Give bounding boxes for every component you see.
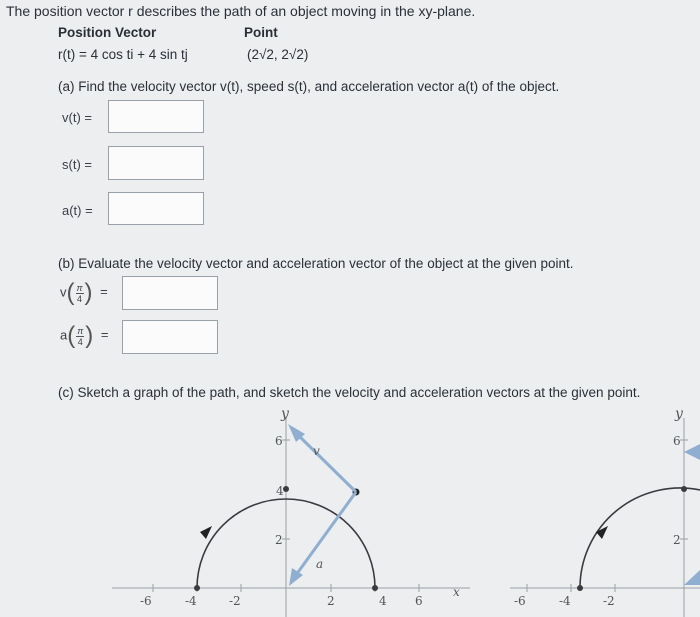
velocity-answer-field[interactable] — [108, 100, 204, 133]
left-paren: ( — [66, 279, 75, 306]
velocity-at-point-answer-field[interactable] — [122, 276, 218, 310]
x-tick-label: 4 — [379, 594, 387, 608]
x-axis-label: x — [453, 585, 460, 599]
acceleration-prefix: a — [60, 327, 68, 343]
speed-answer-field[interactable] — [108, 146, 204, 180]
left-paren: ( — [67, 322, 76, 349]
frac-numerator: π — [76, 282, 83, 293]
pi-over-4-fraction — [76, 283, 84, 304]
velocity-vector — [297, 434, 356, 492]
y-tick-label: 6 — [673, 434, 681, 448]
problem-intro: The position vector r describes the path of an object moving in the xy-plane. — [6, 3, 476, 19]
part-a-prompt: (a) Find the velocity vector v(t), speed s(t), and acceleration vector a(t) of the object. — [58, 79, 560, 94]
x-tick-label: -6 — [514, 594, 526, 608]
position-vector-header: Position Vector — [58, 25, 157, 40]
part-b-prompt: (b) Evaluate the velocity vector and acceleration vector of the object at the given point. — [58, 256, 574, 271]
velocity-prefix: v — [60, 284, 67, 300]
x-tick-label: -6 — [140, 594, 152, 608]
y-tick-label: 6 — [275, 434, 283, 448]
x-tick-label: -2 — [603, 594, 615, 608]
velocity-at-pi-4-label — [60, 279, 108, 307]
pi-over-4-fraction — [76, 326, 84, 347]
y-tick-label: 2 — [275, 533, 283, 547]
frac-denominator: 4 — [77, 336, 83, 347]
velocity-label: v(t) = — [62, 110, 92, 125]
given-point: (2√2, 2√2) — [247, 47, 309, 62]
x-tick-label: 2 — [327, 594, 335, 608]
velocity-vector-label: v — [313, 444, 320, 458]
graph-option-2 — [510, 406, 700, 617]
acceleration-vector-label: a — [316, 557, 324, 571]
point-header: Point — [244, 25, 278, 40]
direction-arrow — [200, 526, 212, 539]
acceleration-answer-field[interactable] — [108, 192, 204, 225]
position-vector-equation: r(t) = 4 cos ti + 4 sin tj — [58, 47, 188, 62]
right-paren: ) — [85, 322, 94, 349]
y-tick-label: 2 — [673, 533, 681, 547]
equals-sign: = — [100, 284, 108, 300]
acceleration-at-point-answer-field[interactable] — [122, 320, 218, 354]
x-tick-label: -4 — [559, 594, 571, 608]
x-tick-label: 6 — [415, 594, 423, 608]
acceleration-vector — [296, 492, 356, 575]
speed-label: s(t) = — [62, 157, 92, 172]
acceleration-at-pi-4-label — [60, 322, 108, 350]
equals-sign: = — [100, 327, 109, 343]
x-tick-label: -4 — [185, 594, 197, 608]
frac-numerator: π — [77, 325, 84, 336]
right-paren: ) — [84, 279, 93, 306]
y-axis-label: y — [281, 406, 289, 422]
frac-denominator: 4 — [77, 293, 83, 304]
x-tick-label: -2 — [229, 594, 241, 608]
graph-option-1[interactable] — [0, 400, 700, 617]
y-tick-label: 4 — [276, 484, 284, 498]
part-c-prompt: (c) Sketch a graph of the path, and sketch the velocity and acceleration vectors at the given point. — [58, 385, 641, 400]
y-axis-label: y — [675, 406, 683, 422]
acceleration-label: a(t) = — [62, 203, 93, 218]
